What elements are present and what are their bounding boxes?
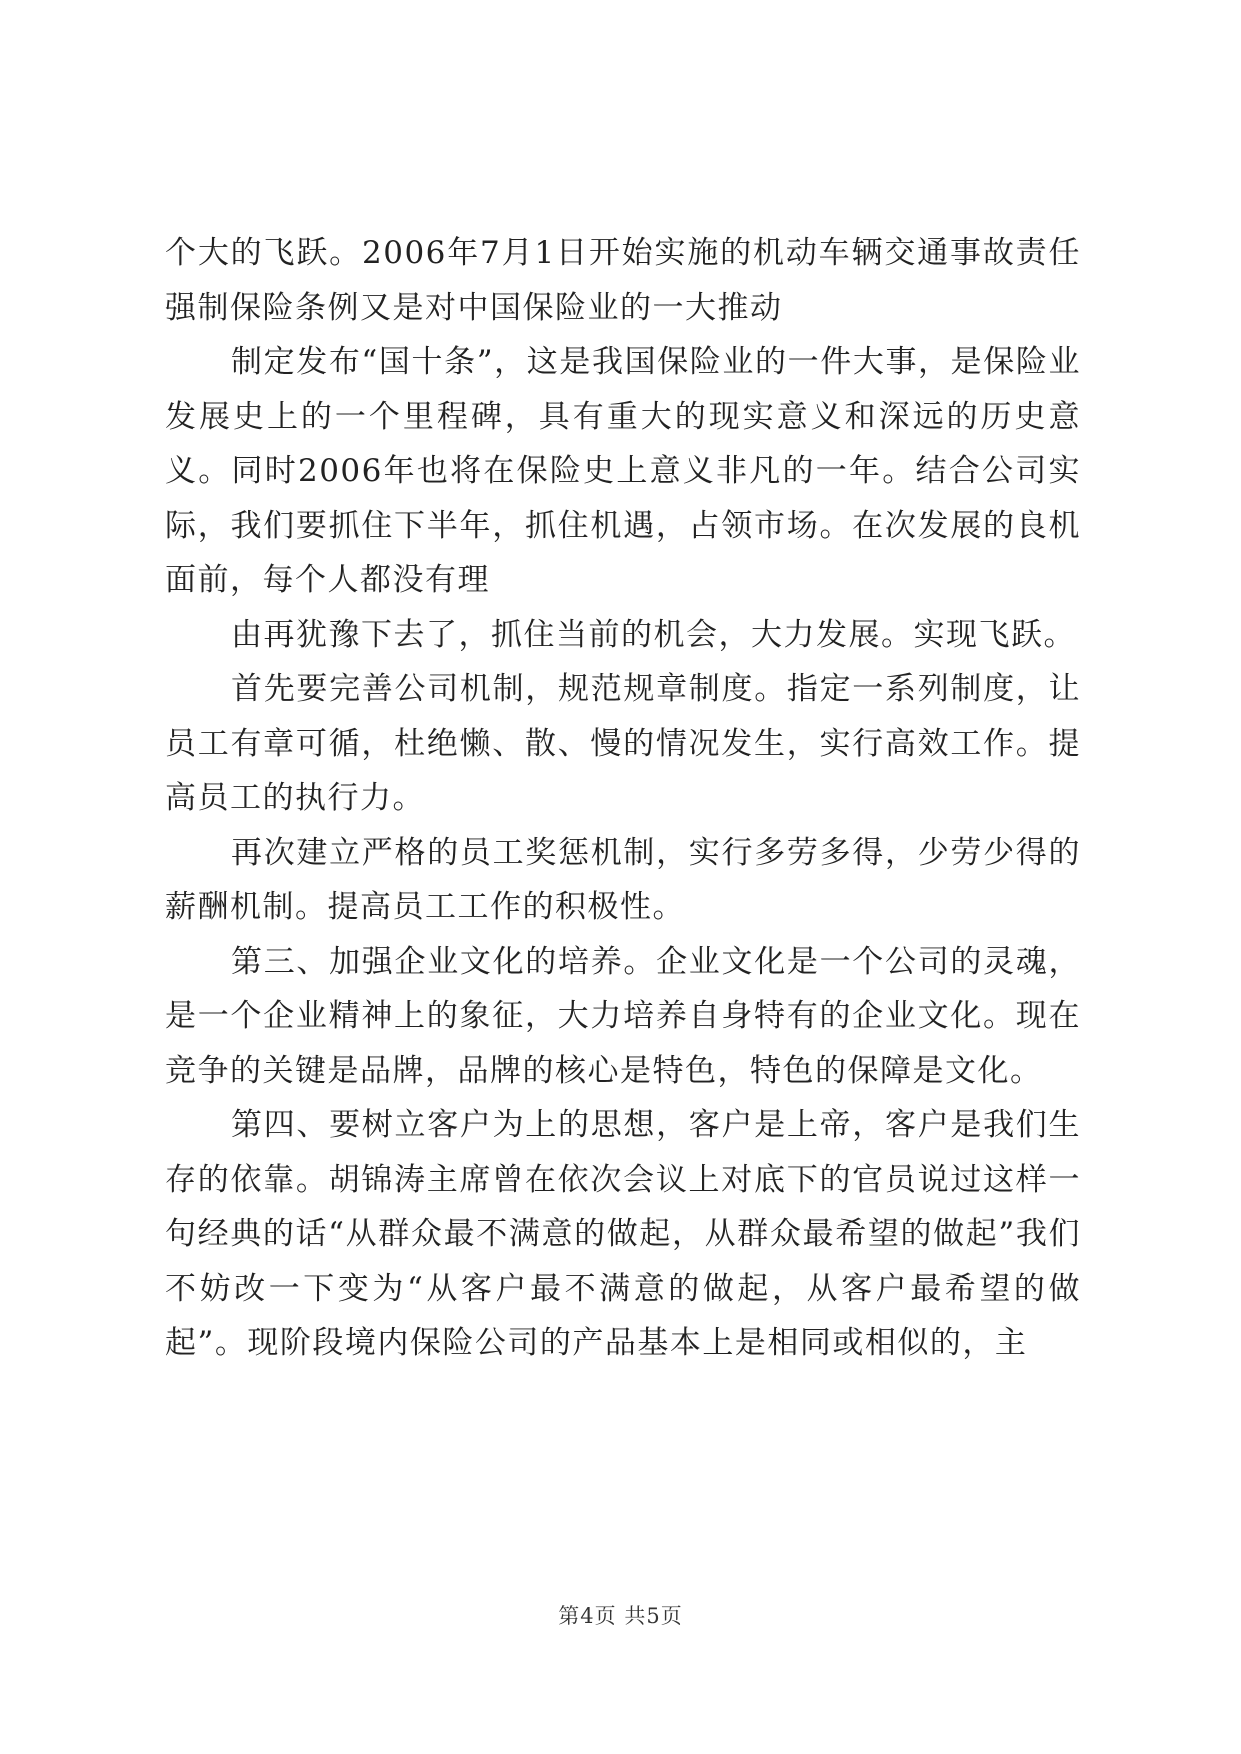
document-body [165, 226, 1081, 1371]
paragraph-4: 首先要完善公司机制，规范规章制度。指定一系列制度，让员工有章可循，杜绝懒、散、慢的情况发生，实行高效工作。提高员工的执行力。 [165, 671, 1081, 816]
page-number-footer: 第4页 共5页 [558, 1604, 683, 1628]
paragraph-1: 个大的飞跃。2006年7月1日开始实施的机动车辆交通事故责任强制保险条例又是对中国保险业的一大推动 [165, 235, 1081, 326]
paragraph-2: 制定发布“国十条”，这是我国保险业的一件大事，是保险业发展史上的一个里程碑，具有重大的现实意义和深远的历史意义。同时2006年也将在保险史上意义非凡的一年。结合公司实际，我们要抓住下半年，抓住机遇，占领市场。在次发展的良机面前，每个人都没有理 [165, 344, 1081, 598]
paragraph-6: 第三、加强企业文化的培养。企业文化是一个公司的灵魂，是一个企业精神上的象征，大力培养自身特有的企业文化。现在竞争的关键是品牌，品牌的核心是特色，特色的保障是文化。 [165, 943, 1081, 1089]
paragraph-3: 由再犹豫下去了，抓住当前的机会，大力发展。实现飞跃。 [231, 616, 1076, 653]
paragraph-7: 第四、要树立客户为上的思想，客户是上帝，客户是我们生存的依靠。胡锦涛主席曾在依次会议上对底下的官员说过这样一句经典的话“从群众最不满意的做起，从群众最希望的做起”我们不妨改一下变为“从客户最不满意的做起，从客户最希望的做起”。现阶段境内保险公司的产品基本上是相同或相似的，主 [165, 1107, 1081, 1361]
paragraph-5: 再次建立严格的员工奖惩机制，实行多劳多得，少劳少得的薪酬机制。提高员工工作的积极性。 [165, 834, 1081, 925]
